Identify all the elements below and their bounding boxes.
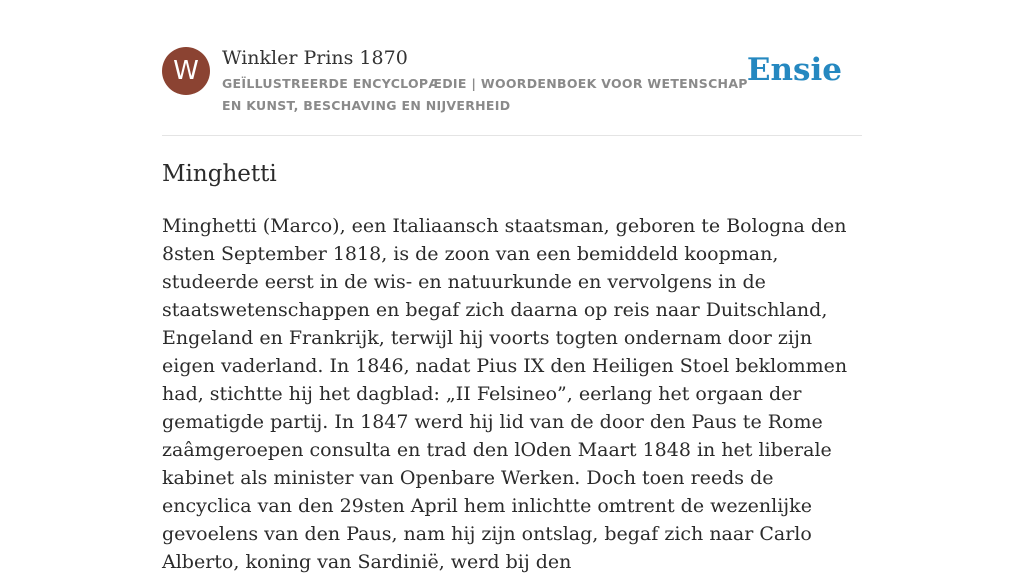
source-subtitle: GEÏLLUSTREERDE ENCYCLOPÆDIE | WOORDENBOEK VOOR WETENSCHAP EN KUNST, BESCHAVING EN NIJVERHEID bbox=[222, 76, 748, 113]
page-title: Minghetti bbox=[162, 161, 277, 187]
source-header bbox=[162, 46, 862, 136]
source-title[interactable]: Winkler Prins 1870 bbox=[222, 47, 408, 69]
ensie-logo-link[interactable]: Ensie bbox=[746, 52, 842, 88]
source-avatar[interactable]: W bbox=[162, 47, 210, 95]
article-body: Minghetti (Marco), een Italiaansch staatsman, geboren te Bologna den 8sten September 1818, is de zoon van een bemiddeld koopman, studeerde eerst in de wis- en natuurkunde en vervolgens in de staatswetenschappen en begaf zich daarna op reis naar Duitschland, Engeland en Frankrijk, terwijl hij voorts togten ondernam door zijn eigen vaderland. In 1846, nadat Pius IX den Heiligen Stoel beklommen had, stichtte hij het dagblad: „II Felsineo”, eerlang het orgaan der gematigde partij. In 1847 werd hij lid van de door den Paus te Rome zaâmgeroepen consulta en trad den lOden Maart 1848 in het liberale kabinet als minister van Openbare Werken. Doch toen reeds de encyclica van den 29sten April hem inlichtte omtrent de wezenlijke gevoelens van den Paus, nam hij zijn ontslag, begaf zich naar Carlo Alberto, koning van Sardinië, werd bij den bbox=[162, 215, 848, 573]
